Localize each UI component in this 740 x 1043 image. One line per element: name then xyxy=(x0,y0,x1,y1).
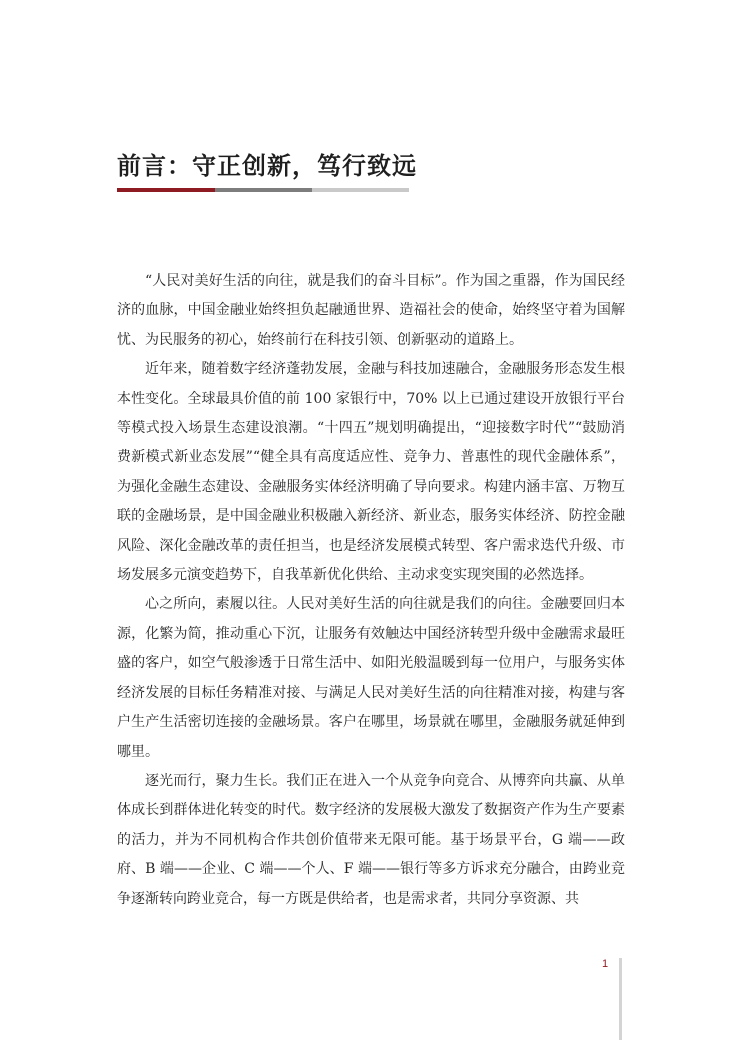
title-underline-dark-gray-segment xyxy=(215,188,312,192)
title-underline-red-segment xyxy=(117,188,215,192)
page-edge-rule xyxy=(619,958,622,1040)
title-underline-light-gray-segment xyxy=(312,188,409,192)
body-text xyxy=(117,267,625,914)
paragraph-2: 近年来，随着数字经济蓬勃发展，金融与科技加速融合，金融服务形态发生根本性变化。全球最具价值的前 100 家银行中，70% 以上已通过建设开放银行平台等模式投入场景生态建设浪潮。“十四五”规划明确提出，“迎接数字时代”“鼓励消费新模式新业态发展”“健全具有高度适应性、竞争力、普惠性的现代金融体系”，为强化金融生态建设、金融服务实体经济明确了导向要求。构建内涵丰富、万物互联的金融场景，是中国金融业积极融入新经济、新业态，服务实体经济、防控金融风险、深化金融改革的责任担当，也是经济发展模式转型、客户需求迭代升级、市场发展多元演变趋势下，自我革新优化供给、主动求变实现突围的必然选择。 xyxy=(117,361,625,584)
paragraph-4: 逐光而行，聚力生长。我们正在进入一个从竞争向竞合、从博弈向共赢、从单体成长到群体进化转变的时代。数字经济的发展极大激发了数据资产作为生产要素的活力，并为不同机构合作共创价值带来无限可能。基于场景平台，G 端——政府、B 端——企业、C 端——个人、F 端——银行等多方诉求充分融合，由跨业竞争逐渐转向跨业竞合，每一方既是供给者，也是需求者，共同分享资源、共 xyxy=(117,772,625,907)
title-underline xyxy=(117,188,409,192)
page-title: 前言：守正创新，笃行致远 xyxy=(117,151,417,180)
paragraph-3: 心之所向，素履以往。人民对美好生活的向往就是我们的向往。金融要回归本源，化繁为简，推动重心下沉，让服务有效触达中国经济转型升级中金融需求最旺盛的客户，如空气般渗透于日常生活中、如阳光般温暖到每一位用户，与服务实体经济发展的目标任务精准对接、与满足人民对美好生活的向往精准对接，构建与客户生产生活密切连接的金融场景。客户在哪里，场景就在哪里，金融服务就延伸到哪里。 xyxy=(117,596,625,760)
paragraph-1: “人民对美好生活的向往，就是我们的奋斗目标”。作为国之重器，作为国民经济的血脉，中国金融业始终担负起融通世界、造福社会的使命，始终坚守着为国解忧、为民服务的初心，始终前行在科技引领、创新驱动的道路上。 xyxy=(117,273,625,348)
page-number: 1 xyxy=(602,958,609,970)
